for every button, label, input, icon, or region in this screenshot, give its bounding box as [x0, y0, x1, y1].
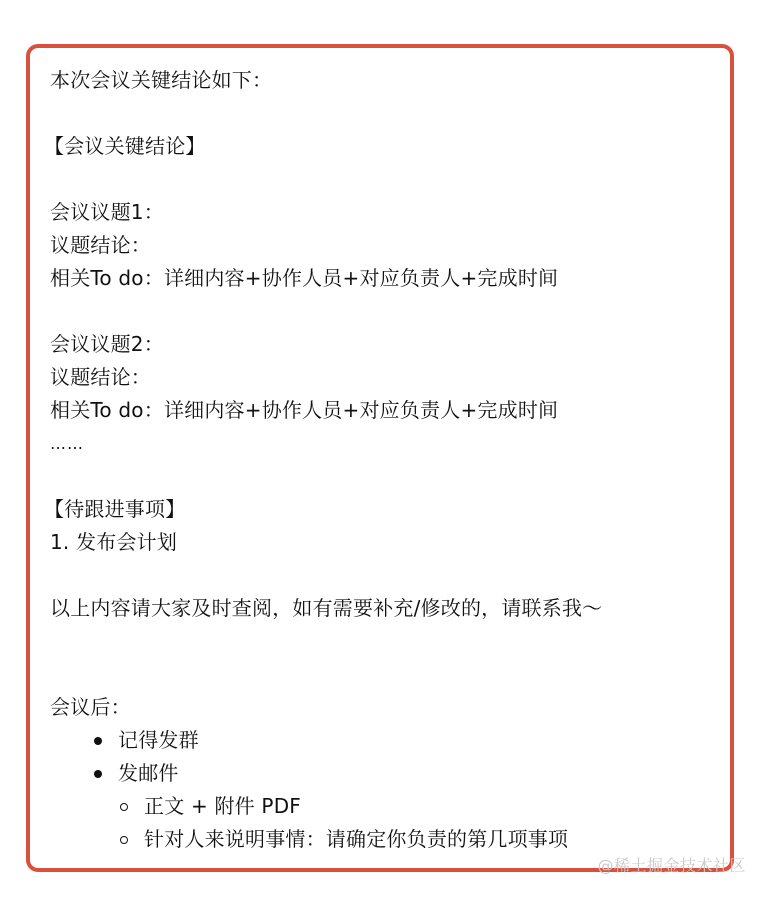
list-item-text: 记得发群: [118, 728, 199, 752]
spacer: [50, 460, 720, 493]
spacer: [50, 658, 720, 691]
sublist-item: [116, 790, 720, 823]
topic-todo: 相关To do：详细内容+协作人员+对应负责人+完成时间: [50, 266, 559, 290]
topic-conclusion: 议题结论：: [50, 233, 151, 257]
section-heading-conclusions: 【会议关键结论】: [44, 134, 206, 158]
after-meeting-list: [50, 724, 720, 790]
watermark: @稀土掘金技术社区: [597, 856, 746, 875]
intro-text: 本次会议关键结论如下：: [50, 68, 273, 92]
bullet-disc-icon: [94, 737, 102, 745]
topic-conclusion: 议题结论：: [50, 365, 151, 389]
spacer: [50, 97, 720, 130]
topic-todo: 相关To do：详细内容+协作人员+对应负责人+完成时间: [50, 398, 559, 422]
topic-block-2: [50, 328, 720, 427]
meeting-summary-template: [44, 64, 720, 856]
topic-title: 会议议题1：: [50, 200, 164, 224]
email-sublist: [50, 790, 720, 856]
bullet-circle-icon: [120, 836, 128, 844]
sublist-item: [116, 823, 720, 856]
list-item: [90, 724, 720, 757]
list-item: [90, 757, 720, 790]
sublist-item-text: 正文 + 附件 PDF: [144, 794, 301, 818]
list-item-text: 发邮件: [118, 761, 179, 785]
highlight-frame: [26, 44, 734, 872]
spacer: [50, 295, 720, 328]
after-meeting-label: 会议后：: [50, 695, 131, 719]
closing-text: 以上内容请大家及时查阅，如有需要补充/修改的，请联系我～: [50, 596, 603, 620]
spacer: [50, 559, 720, 592]
ellipsis: ……: [50, 434, 84, 453]
topic-title: 会议议题2：: [50, 332, 164, 356]
section-heading-followup: 【待跟进事项】: [44, 497, 186, 521]
bullet-disc-icon: [94, 770, 102, 778]
bullet-circle-icon: [120, 803, 128, 811]
topic-block-1: [50, 196, 720, 295]
sublist-item-text: 针对人来说明事情：请确定你负责的第几项事项: [144, 827, 569, 851]
spacer: [50, 625, 720, 658]
followup-item: 1. 发布会计划: [50, 530, 178, 554]
spacer: [50, 163, 720, 196]
